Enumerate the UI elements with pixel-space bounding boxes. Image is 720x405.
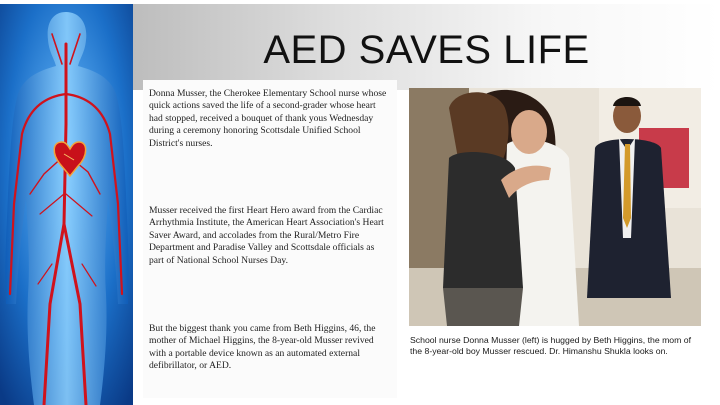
article-paragraph: Musser received the first Heart Hero award from the Cardiac Arrhythmia Institute, the American Heart Association's Heart Saver Award, and accolades from the Rural/Metro Fire Department and Paradise Valley and Scottsdale officials as part of National School Nurses Day.	[149, 205, 384, 266]
photo-caption: School nurse Donna Musser (left) is hugged by Beth Higgins, the mom of the 8-year-old boy Musser rescued. Dr. Himanshu Shukla looks on.	[410, 335, 692, 357]
slide-title: AED SAVES LIFE	[263, 28, 590, 72]
article-paragraph: Donna Musser, the Cherokee Elementary School nurse whose quick actions saved the life of a second-grader whose heart had stopped, received a bouquet of thank yous Wednesday during a ceremony honoring Scottsdale Unified School District's nurses.	[149, 88, 387, 149]
article-paragraph: But the biggest thank you came from Beth Higgins, 46, the mother of Michael Higgins, the 8-year-old Musser revived with a portable device known as an automated external defibrillator, or AED.	[149, 323, 376, 372]
anatomy-illustration	[0, 4, 133, 405]
article-clipping	[143, 80, 397, 398]
news-photo	[409, 88, 701, 326]
